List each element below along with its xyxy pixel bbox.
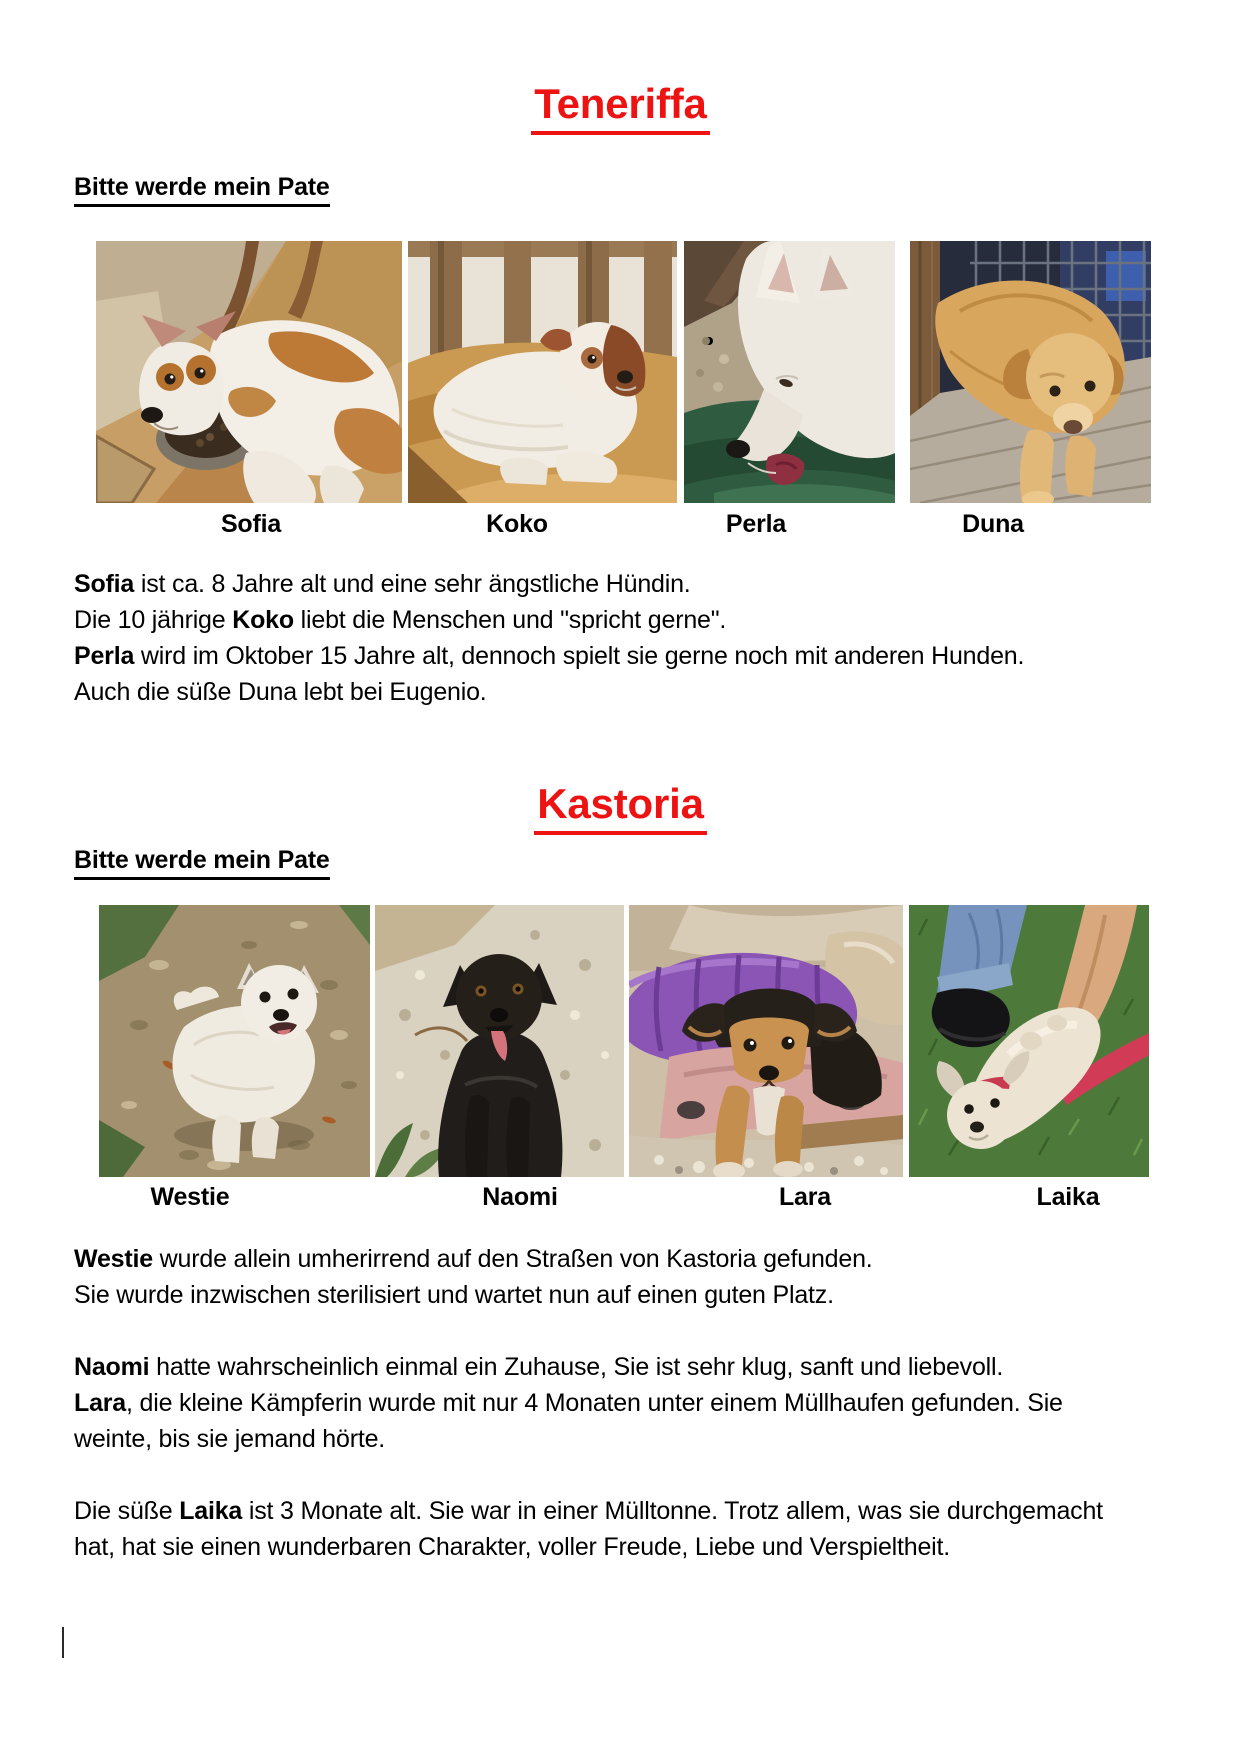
photo-koko [408,241,677,503]
teneriffa-paragraph [74,566,1136,710]
blank-line [74,1457,1136,1493]
text-paragraph: Lara, die kleine Kämpferin wurde mit nur 4 Monaten unter einem Müllhaufen gefunden. Sie weinte, bis sie jemand hörte. [74,1389,1063,1453]
photo-westie [99,905,370,1177]
photo-sofia [96,241,402,503]
caption-duna: Duna [962,510,1024,538]
text-line: Perla wird im Oktober 15 Jahre alt, dennoch spielt sie gerne noch mit anderen Hunden. [74,642,1025,670]
kastoria-paragraphs [74,1241,1136,1565]
text-paragraph: Die süße Laika ist 3 Monate alt. Sie war in einer Mülltonne. Trotz allem, was sie durchgemacht hat, hat sie einen wunderbaren Charakter, voller Freude, Liebe und Verspieltheit. [74,1497,1103,1561]
section-title-kastoria [0,780,1241,835]
photo-lara [629,905,903,1177]
photo-laika [909,905,1149,1177]
text-line: Sofia ist ca. 8 Jahre alt und eine sehr ängstliche Hündin. [74,570,691,598]
blank-line [74,1313,1136,1349]
subtitle-teneriffa: Bitte werde mein Pate [74,172,330,207]
caption-naomi: Naomi [482,1183,558,1211]
photo-naomi [375,905,624,1177]
text-line: Naomi hatte wahrscheinlich einmal ein Zuhause, Sie ist sehr klug, sanft und liebevoll. [74,1353,1004,1381]
section-title-text: Teneriffa [531,80,709,135]
section-title-teneriffa [0,80,1241,135]
section-title-text: Kastoria [534,780,706,835]
subtitle-kastoria: Bitte werde mein Pate [74,845,330,880]
text-line: Auch die süße Duna lebt bei Eugenio. [74,678,487,706]
caption-sofia: Sofia [220,510,282,538]
caption-laika: Laika [1036,1183,1100,1211]
text-line: Sie wurde inzwischen sterilisiert und wartet nun auf einen guten Platz. [74,1281,834,1309]
caption-westie: Westie [150,1183,230,1211]
photo-duna [910,241,1151,503]
text-line: Die 10 jährige Koko liebt die Menschen und "spricht gerne". [74,606,727,634]
photo-perla [684,241,895,503]
text-line: Westie wurde allein umherirrend auf den Straßen von Kastoria gefunden. [74,1245,873,1273]
caption-koko: Koko [486,510,548,538]
caption-lara: Lara [778,1183,831,1211]
caption-perla: Perla [725,510,787,538]
text-cursor [62,1627,64,1658]
